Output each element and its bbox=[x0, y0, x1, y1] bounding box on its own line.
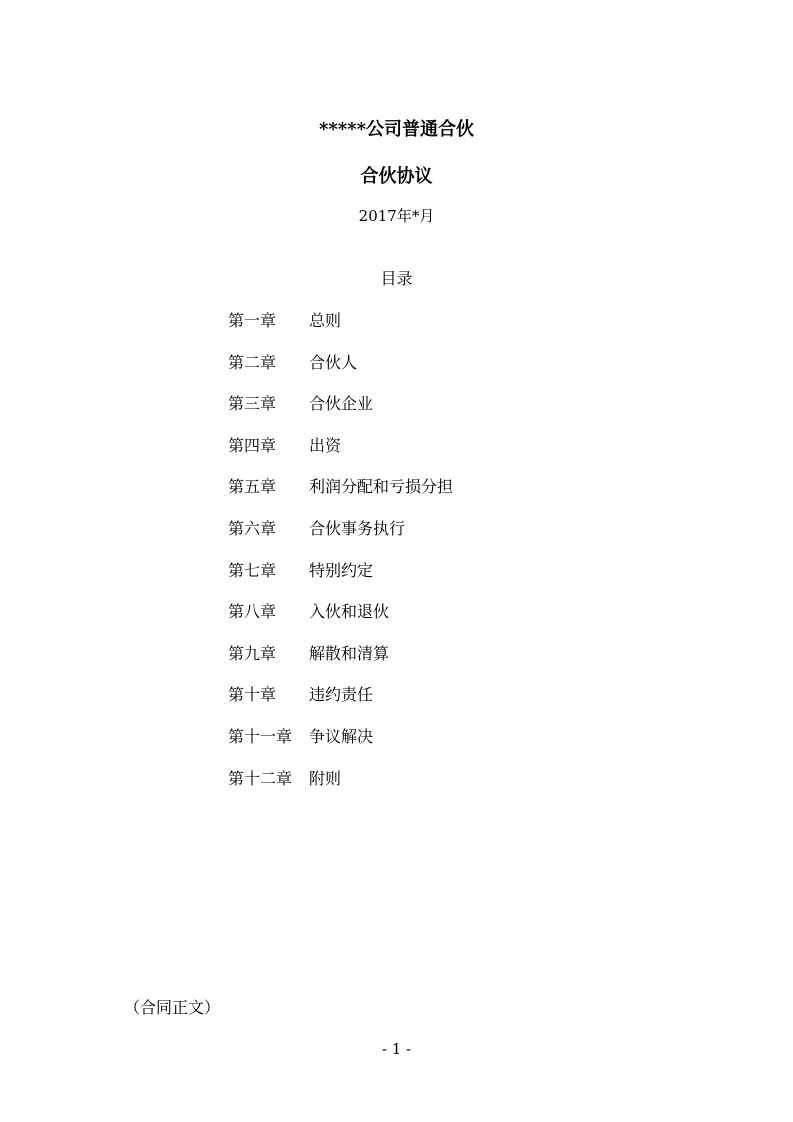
toc-chapter-label: 第一章 bbox=[228, 311, 277, 330]
toc-item-4 bbox=[228, 435, 453, 477]
page-number: - 1 - bbox=[381, 1040, 412, 1058]
toc-item-2 bbox=[228, 352, 453, 394]
toc-chapter-label: 第四章 bbox=[228, 435, 277, 455]
toc-item-9 bbox=[228, 643, 453, 685]
toc-chapter-title: 入伙和退伙 bbox=[309, 602, 390, 622]
toc-chapter-title: 出资 bbox=[309, 435, 342, 455]
document-date: 2017年*月 bbox=[358, 207, 435, 225]
toc-chapter-title: 合伙事务执行 bbox=[309, 518, 406, 538]
toc-chapter-title: 争议解决 bbox=[309, 726, 374, 746]
toc-chapter-label: 第十章 bbox=[228, 685, 277, 705]
toc-chapter-label: 第二章 bbox=[228, 352, 277, 372]
toc-chapter-title: 解散和清算 bbox=[309, 643, 390, 663]
toc-chapter-label: 第十二章 bbox=[228, 768, 293, 788]
table-of-contents bbox=[228, 310, 453, 809]
toc-chapter-title: 特别约定 bbox=[309, 560, 374, 580]
toc-chapter-title: 总则 bbox=[309, 311, 342, 330]
toc-item-3 bbox=[228, 393, 453, 435]
toc-chapter-title: 违约责任 bbox=[309, 685, 374, 705]
toc-item-7 bbox=[228, 560, 453, 602]
toc-chapter-title: 合伙人 bbox=[309, 352, 358, 372]
toc-item-10 bbox=[228, 684, 453, 726]
toc-chapter-label: 第九章 bbox=[228, 643, 277, 663]
toc-item-12 bbox=[228, 768, 453, 810]
toc-chapter-label: 第六章 bbox=[228, 518, 277, 538]
toc-chapter-label: 第五章 bbox=[228, 477, 277, 497]
document-subtitle: 合伙协议 bbox=[360, 166, 433, 187]
toc-chapter-title: 附则 bbox=[309, 768, 342, 788]
document-title: *****公司普通合伙 bbox=[318, 119, 475, 140]
toc-item-1 bbox=[228, 310, 453, 352]
toc-chapter-label: 第十一章 bbox=[228, 726, 293, 746]
contract-body-note: （合同正文） bbox=[124, 998, 221, 1017]
toc-item-11 bbox=[228, 726, 453, 768]
toc-chapter-label: 第八章 bbox=[228, 602, 277, 622]
toc-item-8 bbox=[228, 601, 453, 643]
toc-item-5 bbox=[228, 476, 453, 518]
toc-heading: 目录 bbox=[380, 269, 413, 288]
toc-chapter-title: 利润分配和亏损分担 bbox=[309, 477, 454, 497]
toc-item-6 bbox=[228, 518, 453, 560]
toc-chapter-label: 第三章 bbox=[228, 394, 277, 414]
toc-chapter-title: 合伙企业 bbox=[309, 394, 374, 414]
toc-chapter-label: 第七章 bbox=[228, 560, 277, 580]
